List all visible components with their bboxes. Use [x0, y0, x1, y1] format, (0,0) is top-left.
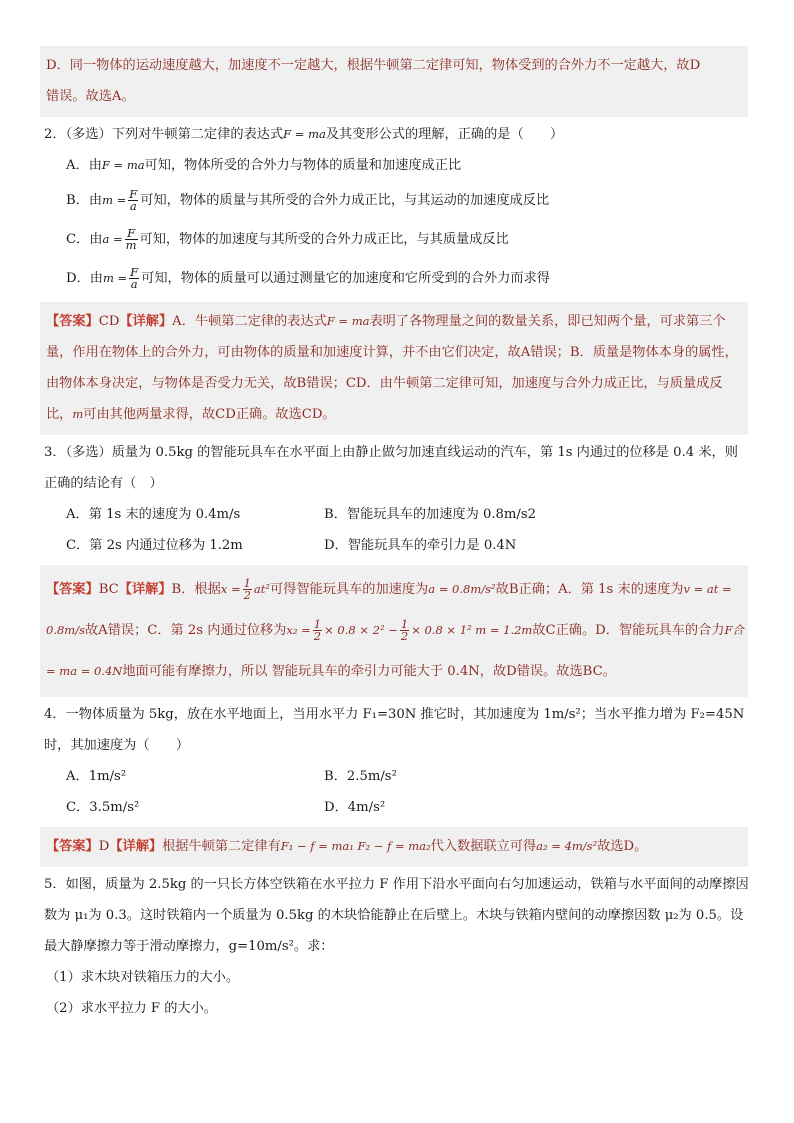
answer-value: BC: [98, 582, 119, 597]
fraction: $\frac{F}{m}$: [125, 226, 137, 252]
answer-line: D．同一物体的运动速度越大，加速度不一定越大，根据牛顿第二定律可知，物体受到的合外力不一定越大，故D: [46, 58, 701, 73]
option-b: B．智能玩具车的加速度为 0.8m/s2: [324, 507, 537, 522]
option-a: A．由F = ma可知，物体所受的合外力与物体的质量和加速度成正比: [66, 158, 462, 173]
sub-question-1: （1）求木块对铁箱压力的大小。: [46, 970, 240, 985]
answer-tag: 【答案】: [46, 839, 99, 854]
fraction: $\frac{F}{a}$: [129, 187, 138, 213]
options-row: [44, 499, 750, 530]
option-c: C．3.5m/s²: [66, 800, 140, 815]
sub-question-2: （2）求水平拉力 F 的大小。: [46, 1001, 217, 1016]
fraction: $\frac{1}{2}$: [400, 617, 409, 643]
answer-block-2: 【答案】CD【详解】A．牛顿第二定律的表达式F = ma表明了各物理量之间的数量关系，即已知两个量，可求第三个量，作用在物体上的合外力，可由物体的质量和加速度计算，并不由它们决定，故A错误；B．质量是物体本身的属性，由物体本身决定，与物体是否受力无关，故B错误；CD．由牛顿第二定律可知，加速度与合外力成正比，与质量成反比，m可由其他两量求得，故CD正确。故选CD。: [40, 302, 748, 435]
answer-block-3: 【答案】BC【详解】B．根据x = $\frac{1}{2}$ at²可得智能玩具车的加速度为a = 0.8m/s²故B正确；A．第 1s 末的速度为v = at = 0.8m/s故A错误；C．第 2s 内通过位移为x₂ = $\frac{1}{2}$ × 0.8 × 2² − $\frac{1}{2}$ × 0.8 × 1² m = 1.2m故C正确。D．智能玩具车的合力F合 = ma = 0.4N地面可能有摩擦力，所以 智能玩具车的牵引力可能大于 0.4N，故D错误。故选BC。: [40, 565, 748, 697]
explanation-tag: 【详解】: [109, 839, 163, 854]
option-b: B．2.5m/s²: [324, 769, 397, 784]
options-row: [44, 530, 750, 561]
answer-block-1: [40, 46, 748, 117]
options-row: [44, 761, 750, 792]
answer-line: 错误。故选A。: [46, 89, 135, 104]
answer-value: CD: [98, 314, 120, 329]
answer-value: D: [98, 839, 110, 854]
options-row: [44, 792, 750, 823]
fraction: $\frac{1}{2}$: [313, 617, 322, 643]
question-3: 3．（多选）质量为 0.5kg 的智能玩具车在水平面上由静止做匀加速直线运动的汽车，第 1s 内通过的位移是 0.4 米，则正确的结论有（ ）: [44, 445, 738, 491]
option-b: B．由m = $\frac{F}{a}$ 可知，物体的质量与其所受的合外力成正比，与其运动的加速度成反比: [66, 187, 550, 213]
question-4: 4．一物体质量为 5kg，放在水平地面上，当用水平力 F₁=30N 推它时，其加速度为 1m/s²；当水平推力增为 F₂=45N 时，其加速度为（ ）: [44, 707, 745, 753]
option-c: C．由a = $\frac{F}{m}$ 可知，物体的加速度与其所受的合外力成正比，与其质量成反比: [66, 226, 509, 252]
question-5: 5．如图，质量为 2.5kg 的一只长方体空铁箱在水平拉力 F 作用下沿水平面向右匀加速运动，铁箱与水平面间的动摩擦因数为 μ₁为 0.3。这时铁箱内一个质量为 0.5kg 的木块恰能静止在后壁上。木块与铁箱内壁间的动摩擦因数 μ₂为 0.5。设最大静摩擦力等于滑动摩擦力，g=10m/s²。求：: [44, 877, 749, 954]
question-2: 2．（多选）下列对牛顿第二定律的表达式F = ma及其变形公式的理解，正确的是（ ）: [44, 127, 564, 142]
formula: F = ma: [101, 158, 145, 172]
option-d: D．智能玩具车的牵引力是 0.4N: [324, 538, 517, 553]
option-a: A．1m/s²: [66, 769, 127, 784]
formula: F = ma: [283, 127, 326, 141]
answer-tag: 【答案】: [46, 314, 99, 329]
fraction: $\frac{1}{2}$: [243, 576, 251, 602]
option-d: D．由m = $\frac{F}{a}$ 可知，物体的质量可以通过测量它的加速度和它所受到的合外力而求得: [66, 265, 550, 291]
fraction: $\frac{F}{a}$: [130, 265, 139, 291]
explanation-tag: 【详解】: [119, 314, 173, 329]
option-d: D．4m/s²: [324, 800, 386, 815]
option-c: C．第 2s 内通过位移为 1.2m: [66, 538, 243, 553]
option-a: A．第 1s 末的速度为 0.4m/s: [66, 507, 241, 522]
answer-block-4: 【答案】D【详解】根据牛顿第二定律有F₁ − f = ma₁ F₂ − f = ma₂代入数据联立可得a₂ = 4m/s²故选D。: [40, 827, 748, 867]
explanation-tag: 【详解】: [118, 582, 172, 597]
answer-tag: 【答案】: [46, 582, 99, 597]
document-page: [44, 46, 750, 1024]
